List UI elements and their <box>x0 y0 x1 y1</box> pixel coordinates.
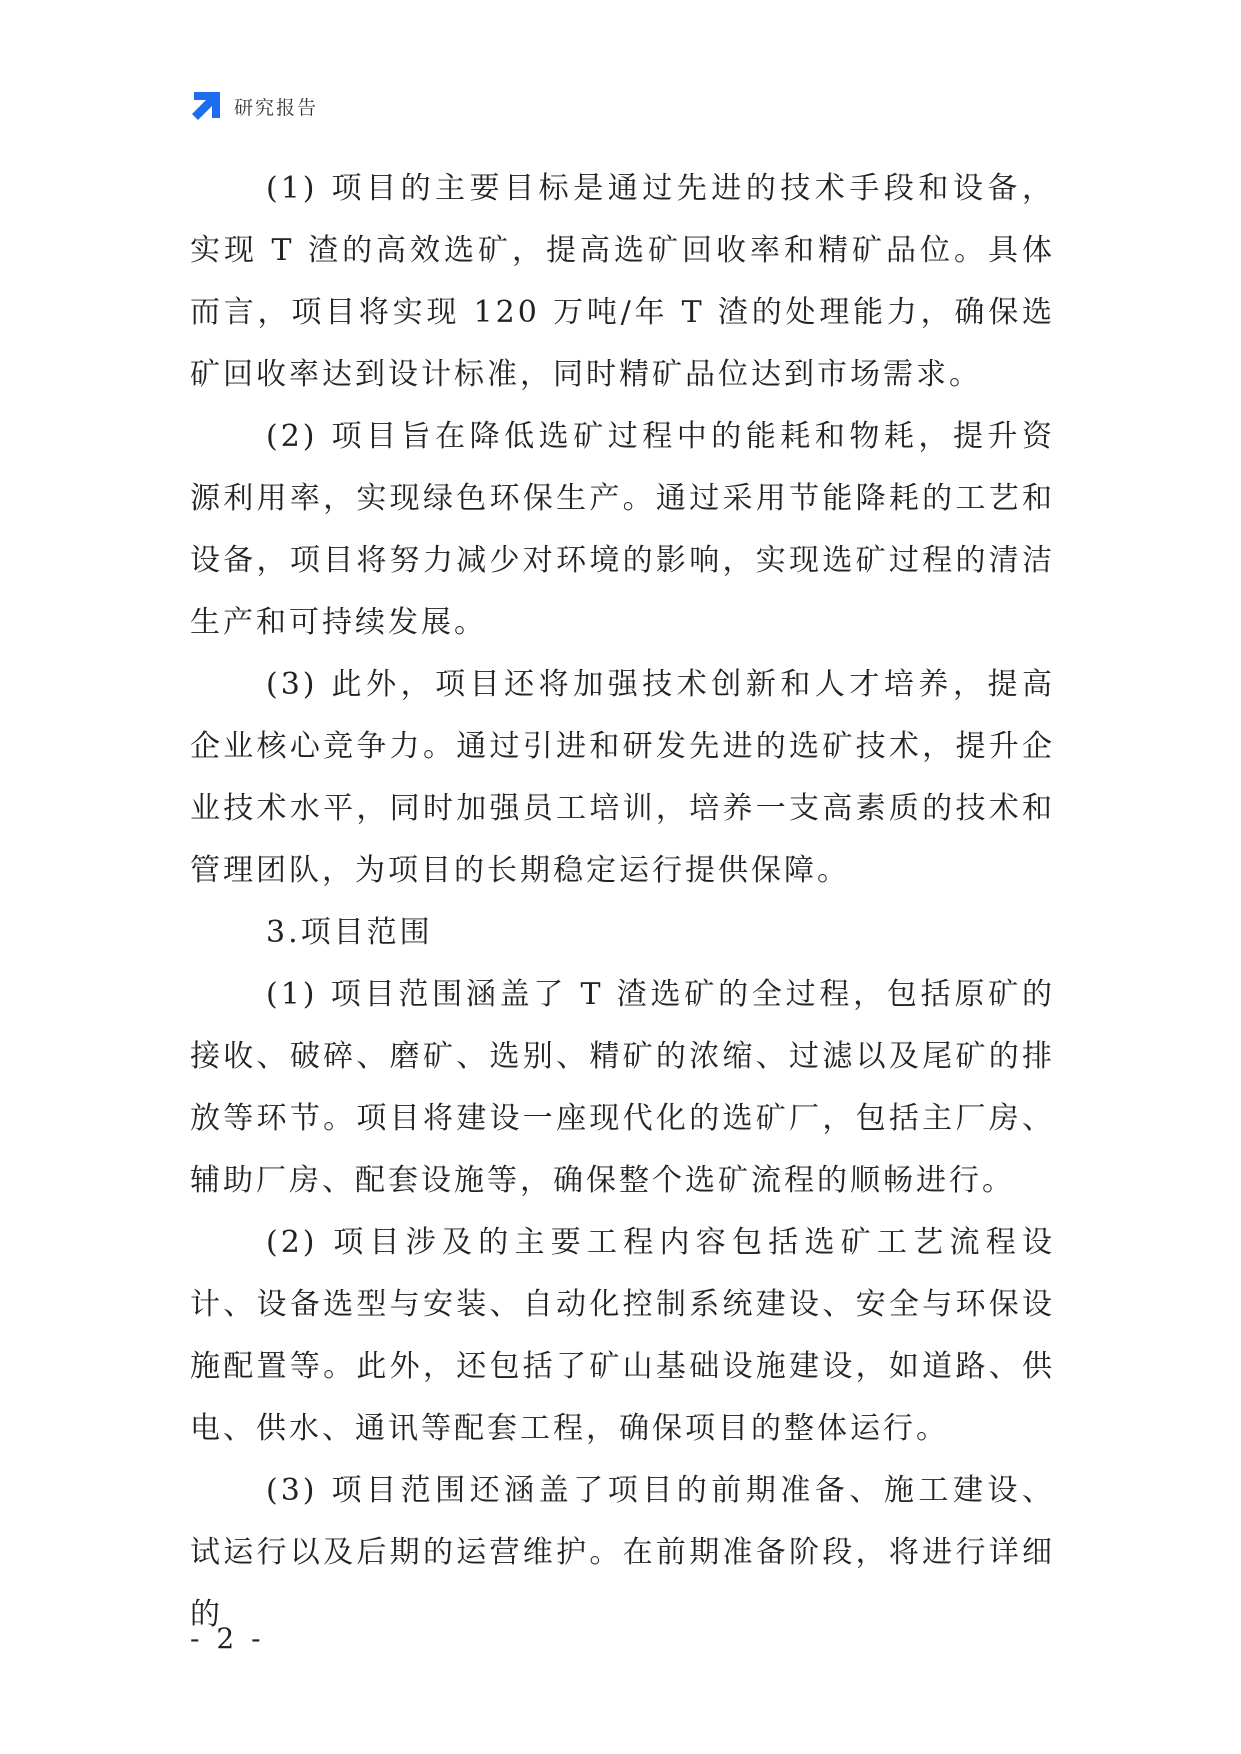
page-number: - 2 - <box>190 1622 265 1655</box>
paragraph-goal-2: (2) 项目旨在降低选矿过程中的能耗和物耗，提升资源利用率，实现绿色环保生产。通过采用节能降耗的工艺和设备，项目将努力减少对环境的影响，实现选矿过程的清洁生产和可持续发展。 <box>190 419 1055 640</box>
section-heading: 3.项目范围 <box>266 915 433 950</box>
header-title: 研究报告 <box>234 96 319 119</box>
paragraph-goal-3: (3) 此外，项目还将加强技术创新和人才培养，提高企业核心竞争力。通过引进和研发先进的选矿技术，提升企业技术水平，同时加强员工培训，培养一支高素质的技术和管理团队，为项目的长期稳定运行提供保障。 <box>190 667 1055 888</box>
blue-arrow-logo-icon <box>190 90 222 122</box>
paragraph-goal-1: (1) 项目的主要目标是通过先进的技术手段和设备，实现 T 渣的高效选矿，提高选矿回收率和精矿品位。具体而言，项目将实现 120 万吨/年 T 渣的处理能力，确保选矿回收率达到设计标准，同时精矿品位达到市场需求。 <box>190 171 1055 392</box>
paragraph-scope-2: (2) 项目涉及的主要工程内容包括选矿工艺流程设计、设备选型与安装、自动化控制系统建设、安全与环保设施配置等。此外，还包括了矿山基础设施建设，如道路、供电、供水、通讯等配套工程，确保项目的整体运行。 <box>190 1225 1055 1446</box>
paragraph-scope-3: (3) 项目范围还涵盖了项目的前期准备、施工建设、试运行以及后期的运营维护。在前期准备阶段，将进行详细的 <box>190 1473 1055 1632</box>
paragraph-scope-1: (1) 项目范围涵盖了 T 渣选矿的全过程，包括原矿的接收、破碎、磨矿、选别、精矿的浓缩、过滤以及尾矿的排放等环节。项目将建设一座现代化的选矿厂，包括主厂房、辅助厂房、配套设施等，确保整个选矿流程的顺畅进行。 <box>190 977 1055 1198</box>
document-header <box>190 90 318 122</box>
document-body <box>190 158 1055 1646</box>
